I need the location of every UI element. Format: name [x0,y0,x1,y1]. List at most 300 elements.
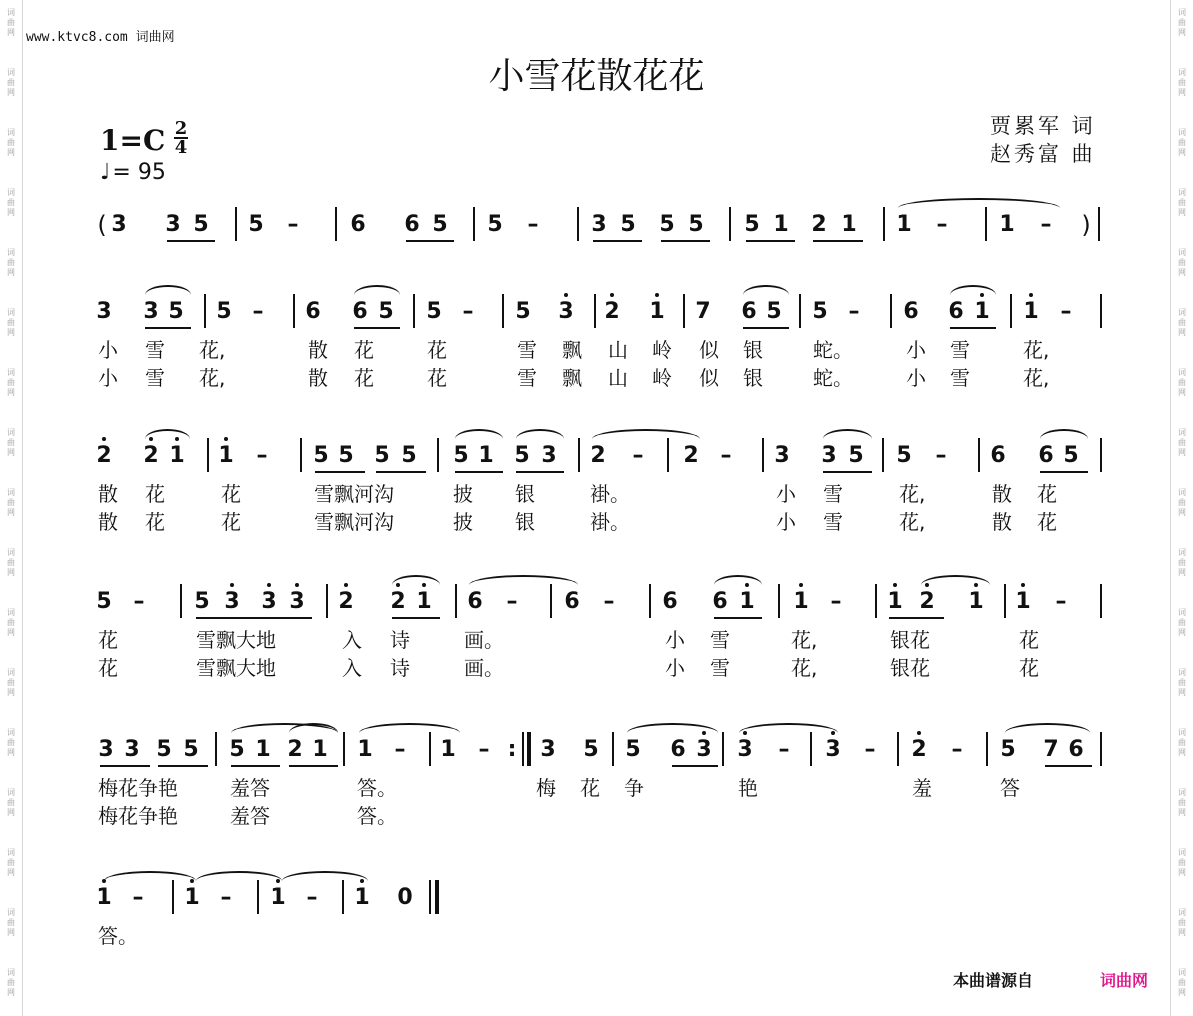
lyric-syllable: 小 [776,482,796,506]
note: 5 [374,443,390,468]
bar-line [978,438,980,472]
note: – [527,212,539,237]
note: – [1055,589,1067,614]
bar-line [986,732,988,766]
bar-line [875,584,877,618]
bar-line [326,584,328,618]
note: 1 [974,299,990,324]
final-bar-thin [429,880,431,914]
eighth-underline [516,471,564,473]
eighth-underline [813,240,863,242]
time-signature [174,120,188,156]
lyric-syllable: 散 [98,482,118,506]
watermark-text: 词 曲 网 [7,668,15,697]
watermark-text: 词 曲 网 [7,548,15,577]
tempo-marking [100,160,166,185]
note: – [256,443,268,468]
lyric-syllable: 雪 [145,338,165,362]
note: – [632,443,644,468]
lyric-syllable: 答。 [98,924,138,948]
note: – [478,737,490,762]
lyric-syllable: 雪 [710,628,730,652]
lyric-syllable: 艳 [738,776,758,800]
note: 5 [514,443,530,468]
lyric-syllable: 雪 [950,338,970,362]
lyric-syllable: 小 [906,366,926,390]
bar-line [413,294,415,328]
lyric-syllable: 花 [1019,628,1039,652]
note: 7 [695,299,711,324]
note: – [935,443,947,468]
watermark-text: 词 曲 网 [7,308,15,337]
lyric-syllable: 散 [992,482,1012,506]
watermark-text: 词 曲 网 [1178,548,1186,577]
bar-line [683,294,685,328]
lyric-syllable: 小 [98,366,118,390]
bar-line [215,732,217,766]
watermark-text: 词 曲 网 [7,188,15,217]
left-watermark-strip [0,0,23,1016]
eighth-underline [672,765,718,767]
note: 1 [739,589,755,614]
watermark-text: 词 曲 网 [7,488,15,517]
slur [1040,429,1088,439]
bar-line [883,207,885,241]
note: 5 [848,443,864,468]
high-octave-dot [655,293,659,297]
bar-line [235,207,237,241]
lyricist-credit: 贾累军 词 [990,114,1096,138]
bar-line [882,438,884,472]
note: 1 [218,443,234,468]
note: 5 [156,737,172,762]
note: 5 [338,443,354,468]
note: 6 [948,299,964,324]
note: 2 [96,443,112,468]
slur [743,285,789,295]
note: 3 [825,737,841,762]
bar-line [1100,584,1102,618]
note: 6 [404,212,420,237]
note: 1 [896,212,912,237]
lyric-syllable: 花 [145,482,165,506]
lyric-syllable: 银 [515,510,535,534]
bar-line [778,584,780,618]
lyric-syllable: 散 [308,366,328,390]
watermark-text: 词 曲 网 [1178,488,1186,517]
note: 3 [143,299,159,324]
lyric-syllable: 小 [98,338,118,362]
note: 1 [357,737,373,762]
note: 5 [401,443,417,468]
slur [592,429,700,439]
lyric-syllable: 答。 [357,776,397,800]
lyric-syllable: 花 [427,338,447,362]
note: 3 [737,737,753,762]
bar-line [985,207,987,241]
bar-line [729,207,731,241]
composer-credit: 赵秀富 曲 [990,142,1096,166]
bar-line [455,584,457,618]
note: 3 [696,737,712,762]
bar-line [799,294,801,328]
watermark-text: 词 曲 网 [7,908,15,937]
slur [145,285,191,295]
slur [196,871,282,881]
lyric-syllable: 答 [1000,776,1020,800]
eighth-underline [455,471,503,473]
lyric-syllable: 花, [791,628,818,652]
watermark-text: 词 曲 网 [7,248,15,277]
note: – [1040,212,1052,237]
note: 6 [741,299,757,324]
key-signature: 1=C [100,124,166,157]
eighth-underline [950,327,996,329]
note: 1 [354,885,370,910]
bar-line [649,584,651,618]
note: 2 [911,737,927,762]
slur [627,723,718,733]
eighth-underline [376,471,426,473]
note: – [951,737,963,762]
eighth-underline [145,327,191,329]
note: 6 [467,589,483,614]
watermark-text: 词 曲 网 [1178,788,1186,817]
note: 5 [625,737,641,762]
note: 6 [1038,443,1054,468]
lyric-syllable: 花, [791,656,818,680]
note: 3 [289,589,305,614]
lyric-syllable: 散 [98,510,118,534]
lyric-syllable: 花 [98,656,118,680]
note: 3 [821,443,837,468]
note: 6 [1068,737,1084,762]
lyric-syllable: 雪 [517,338,537,362]
watermark-text: 词 曲 网 [7,428,15,457]
lyric-syllable: 花 [354,338,374,362]
note: 6 [990,443,1006,468]
lyric-syllable: 雪飘河沟 [314,510,394,534]
high-octave-dot [224,437,228,441]
note: – [830,589,842,614]
eighth-underline [100,765,150,767]
note: 5 [766,299,782,324]
high-octave-dot [344,583,348,587]
watermark-text: 词 曲 网 [7,128,15,157]
eighth-underline [823,471,872,473]
eighth-underline [889,617,944,619]
high-octave-dot [295,583,299,587]
note: – [462,299,474,324]
slur [950,285,996,295]
slur [714,575,762,585]
slur [469,575,578,585]
note: – [132,885,144,910]
eighth-underline [1045,765,1092,767]
note: 5 [659,212,675,237]
lyric-syllable: 花 [145,510,165,534]
high-octave-dot [799,583,803,587]
note: 2 [683,443,699,468]
lyric-syllable: 散 [308,338,328,362]
eighth-underline [593,240,642,242]
note: 6 [670,737,686,762]
note: 3 [540,737,556,762]
lyric-syllable: 雪飘大地 [196,656,276,680]
bar-line [342,880,344,914]
lyric-syllable: 雪飘大地 [196,628,276,652]
note: 5 [432,212,448,237]
eighth-underline [1040,471,1088,473]
watermark-text: 词 曲 网 [7,68,15,97]
bar-line [1100,438,1102,472]
high-octave-dot [610,293,614,297]
watermark-text: 词 曲 网 [1178,848,1186,877]
watermark-text: 词 曲 网 [1178,608,1186,637]
note: 2 [390,589,406,614]
note: 3 [111,212,127,237]
lyric-syllable: 花 [221,482,241,506]
note: 2 [590,443,606,468]
bar-line [762,438,764,472]
watermark-text: 词 曲 网 [1178,668,1186,697]
watermark-text: 词 曲 网 [1178,368,1186,397]
lyric-syllable: 花 [427,366,447,390]
eighth-underline [661,240,710,242]
credits [990,112,1096,168]
high-octave-dot [564,293,568,297]
note: 1 [887,589,903,614]
note: – [220,885,232,910]
lyric-syllable: 花, [1023,338,1050,362]
bar-line [257,880,259,914]
watermark-text: 词 曲 网 [1178,728,1186,757]
note: 6 [564,589,580,614]
footer-source-label: 本曲谱源自 [953,971,1034,990]
lyric-syllable: 雪 [517,366,537,390]
high-octave-dot [917,731,921,735]
lyric-syllable: 银 [515,482,535,506]
note: ( [97,211,107,239]
slur [921,575,990,585]
note: 5 [216,299,232,324]
song-title: 小雪花散花花 [488,56,705,97]
note: 5 [583,737,599,762]
eighth-underline [354,327,400,329]
quarter-note-icon: ♩ [100,160,111,185]
footer-site-link[interactable]: 词曲网 [1100,971,1149,990]
note: 5 [453,443,469,468]
lyric-syllable: 岭 [652,366,672,390]
watermark-text: 词 曲 网 [7,788,15,817]
lyric-syllable: 银 [743,338,763,362]
bar-line [180,584,182,618]
lyric-syllable: 似 [699,366,719,390]
note: 5 [96,589,112,614]
bar-line [343,732,345,766]
lyric-syllable: 似 [699,338,719,362]
note: 5 [688,212,704,237]
slur [823,429,872,439]
lyric-syllable: 散 [992,510,1012,534]
lyric-syllable: 梅花争艳 [98,804,178,828]
note: 5 [248,212,264,237]
note: 2 [811,212,827,237]
note: 5 [183,737,199,762]
note: 1 [773,212,789,237]
lyric-syllable: 花 [98,628,118,652]
bar-line [578,438,580,472]
note: 2 [604,299,620,324]
right-watermark-strip [1170,0,1193,1016]
note: : [507,737,517,762]
lyric-syllable: 小 [665,628,685,652]
watermark-text: 词 曲 网 [7,8,15,37]
note: 1 [169,443,185,468]
repeat-bar [527,732,531,766]
lyric-syllable: 诗 [390,656,410,680]
slur [516,429,564,439]
slur [898,198,1060,208]
eighth-underline [231,765,280,767]
note: – [506,589,518,614]
tempo-value: = 95 [112,160,166,185]
lyric-syllable: 雪 [145,366,165,390]
note: 1 [999,212,1015,237]
note: 1 [184,885,200,910]
note: 3 [96,299,112,324]
bar-line [172,880,174,914]
lyric-syllable: 羞 [912,776,932,800]
bar-line [300,438,302,472]
eighth-underline [714,617,762,619]
note: ) [1081,211,1091,239]
watermark-text: 词 曲 网 [1178,188,1186,217]
note: 5 [1063,443,1079,468]
lyric-syllable: 银花 [890,656,930,680]
watermark-text: 词 曲 网 [1178,8,1186,37]
watermark-text: 词 曲 网 [7,728,15,757]
lyric-syllable: 小 [776,510,796,534]
lyric-syllable: 花 [1037,510,1057,534]
lyric-syllable: 蛇。 [813,338,853,362]
watermark-text: 词 曲 网 [1178,968,1186,997]
lyric-syllable: 花 [221,510,241,534]
watermark-text: 词 曲 网 [1178,128,1186,157]
eighth-underline [406,240,454,242]
site-url[interactable]: www.ktvc8.com 词曲网 [26,30,175,45]
lyric-syllable: 山 [608,366,628,390]
bar-line [204,294,206,328]
lyric-syllable: 花, [899,482,926,506]
high-octave-dot [893,583,897,587]
lyric-syllable: 花 [1037,482,1057,506]
note: 6 [712,589,728,614]
note: 3 [165,212,181,237]
note: 1 [968,589,984,614]
note: 5 [620,212,636,237]
slur [359,723,460,733]
lyric-syllable: 入 [342,628,362,652]
high-octave-dot [1029,293,1033,297]
lyric-syllable: 小 [665,656,685,680]
lyric-syllable: 雪 [950,366,970,390]
bar-line [473,207,475,241]
note: 1 [440,737,456,762]
note: – [778,737,790,762]
lyric-syllable: 披 [453,510,473,534]
slur [282,871,368,881]
lyric-syllable: 画。 [464,628,504,652]
high-octave-dot [102,437,106,441]
eighth-underline [315,471,365,473]
note: – [287,212,299,237]
eighth-underline [289,765,338,767]
lyric-syllable: 梅花争艳 [98,776,178,800]
lyric-syllable: 花, [199,338,226,362]
note: 5 [193,212,209,237]
note: 5 [313,443,329,468]
note: – [133,589,145,614]
eighth-underline [743,327,789,329]
lyric-syllable: 羞答 [230,804,270,828]
note: – [603,589,615,614]
lyric-syllable: 山 [608,338,628,362]
lyric-syllable: 飘 [562,366,582,390]
lyric-syllable: 银花 [890,628,930,652]
note: 3 [261,589,277,614]
lyric-syllable: 花, [899,510,926,534]
bar-line [577,207,579,241]
note: 1 [416,589,432,614]
note: 1 [1015,589,1031,614]
lyric-syllable: 披 [453,482,473,506]
bar-line [890,294,892,328]
note: 3 [124,737,140,762]
eighth-underline [167,240,215,242]
lyric-syllable: 银 [743,366,763,390]
note: 5 [378,299,394,324]
bar-line [810,732,812,766]
note: – [252,299,264,324]
bar-line [1100,732,1102,766]
note: 3 [98,737,114,762]
bar-line [667,438,669,472]
lyric-syllable: 争 [624,776,644,800]
lyric-syllable: 岭 [652,338,672,362]
time-denominator: 4 [174,137,188,158]
note: 1 [255,737,271,762]
note: 5 [487,212,503,237]
note: 5 [229,737,245,762]
lyric-syllable: 褂。 [590,482,630,506]
watermark-text: 词 曲 网 [7,968,15,997]
note: 5 [896,443,912,468]
bar-line [335,207,337,241]
note: 3 [224,589,240,614]
note: – [720,443,732,468]
note: 6 [662,589,678,614]
lyric-syllable: 褂。 [590,510,630,534]
note: 1 [793,589,809,614]
note: 6 [305,299,321,324]
high-octave-dot [267,583,271,587]
slur [455,429,503,439]
note: 5 [515,299,531,324]
note: 2 [338,589,354,614]
note: 7 [1043,737,1059,762]
lyric-syllable: 花, [199,366,226,390]
